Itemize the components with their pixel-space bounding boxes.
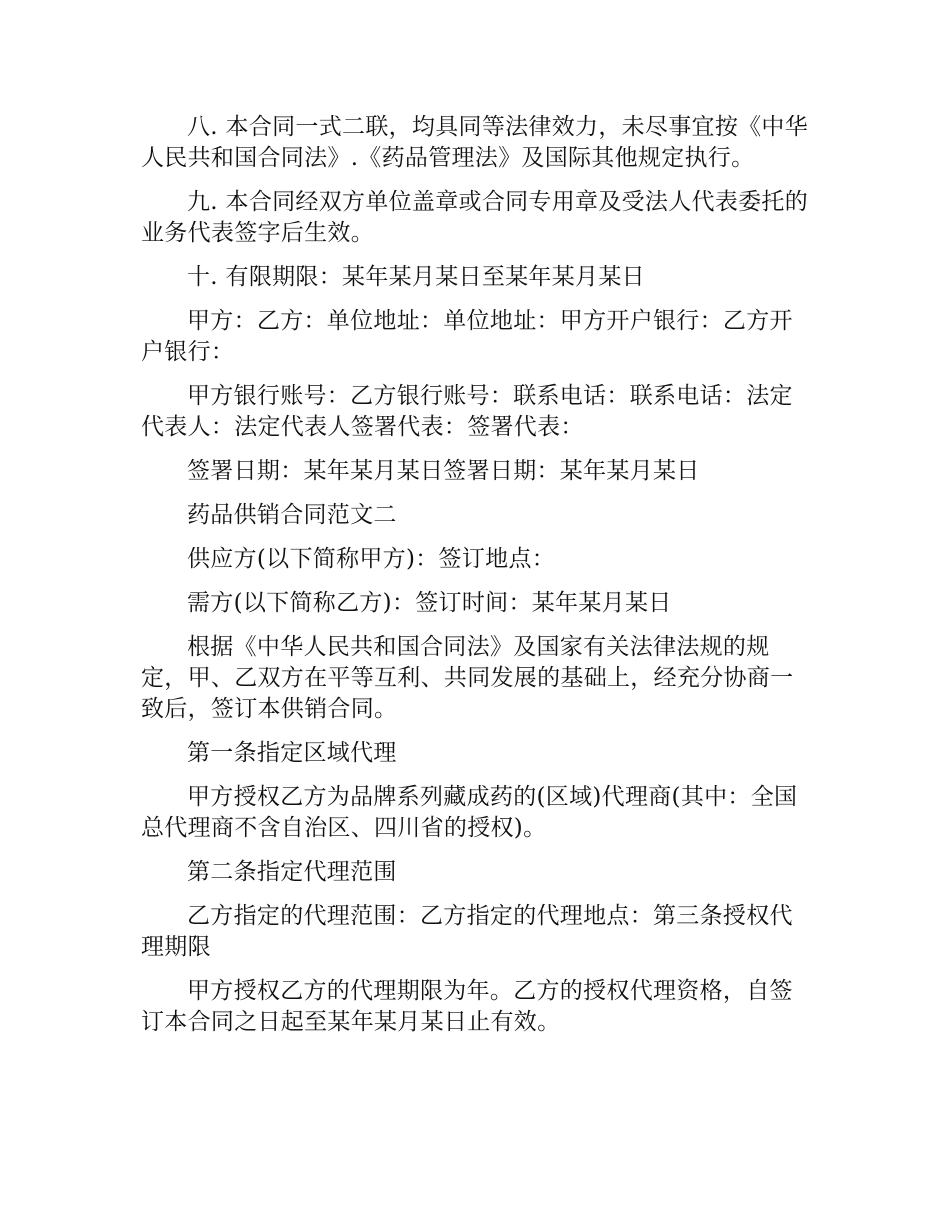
supplier-line: 供应方(以下简称甲方)：签订地点：	[187, 546, 556, 572]
party-address-bank: 甲方：乙方：单位地址：单位地址：甲方开户银行：乙方开户银行：	[141, 308, 793, 365]
clause-9: 九. 本合同经双方单位盖章或合同专用章及受法人代表委托的业务代表签字后生效。	[141, 189, 809, 246]
article-2-body: 乙方指定的代理范围：乙方指定的代理地点：第三条授权代理期限	[141, 903, 793, 960]
document-page	[141, 112, 813, 1051]
clause-8: 八. 本合同一式二联，均具同等法律效力，未尽事宜按《中华人民共和国合同法》.《药品管理法》及国际其他规定执行。	[141, 114, 809, 171]
signing-date: 签署日期：某年某月某日签署日期：某年某月某日	[187, 458, 700, 484]
preamble: 根据《中华人民共和国合同法》及国家有关法律法规的规定，甲、乙双方在平等互利、共同发展的基础上，经充分协商一致后，签订本供销合同。	[141, 634, 794, 722]
article-3-body: 甲方授权乙方的代理期限为年。乙方的授权代理资格，自签订本合同之日起至某年某月某日止有效。	[141, 978, 793, 1035]
clause-10-validity: 十. 有限期限：某年某月某日至某年某月某日	[187, 264, 645, 290]
article-2-heading: 第二条指定代理范围	[187, 859, 397, 885]
article-1-heading: 第一条指定区域代理	[187, 740, 397, 766]
buyer-line: 需方(以下简称乙方)：签订时间：某年某月某日	[187, 590, 672, 616]
party-account-contact: 甲方银行账号：乙方银行账号：联系电话：联系电话：法定代表人：法定代表人签署代表：签署代表：	[141, 383, 793, 440]
section-title: 药品供销合同范文二	[187, 502, 397, 528]
article-1-body: 甲方授权乙方为品牌系列藏成药的(区域)代理商(其中：全国总代理商不含自治区、四川省的授权)。	[141, 784, 798, 841]
